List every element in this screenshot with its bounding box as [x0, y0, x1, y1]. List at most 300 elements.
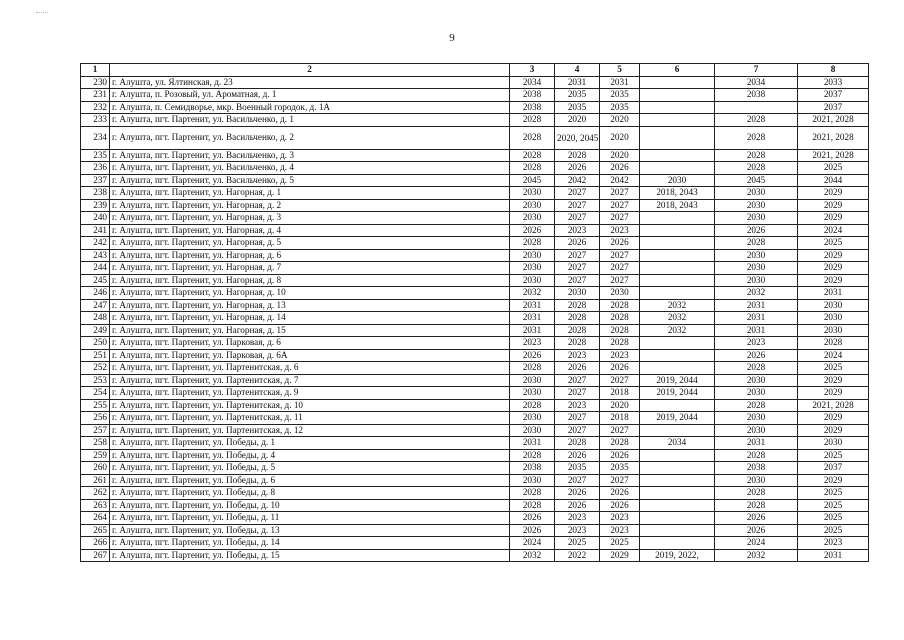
year-cell: 2028 — [600, 324, 640, 337]
row-number: 232 — [81, 101, 110, 114]
year-cell: 2031 — [715, 312, 798, 325]
year-cell: 2026 — [555, 487, 600, 500]
page-number: 9 — [449, 32, 455, 44]
year-cell — [715, 101, 798, 114]
year-cell: 2029 — [798, 274, 869, 287]
row-number: 252 — [81, 362, 110, 375]
year-cell: 2023 — [600, 524, 640, 537]
year-cell: 2027 — [555, 262, 600, 275]
table-row — [81, 149, 869, 162]
year-cell: 2030 — [510, 262, 555, 275]
address-cell: г. Алушта, пгт. Партенит, ул. Партенитская, д. 11 — [110, 412, 510, 425]
year-cell: 2028 — [555, 337, 600, 350]
address-cell: г. Алушта, пгт. Партенит, ул. Нагорная, д. 6 — [110, 249, 510, 262]
year-cell — [640, 274, 715, 287]
address-cell: г. Алушта, пгт. Партенит, ул. Партенитская, д. 7 — [110, 374, 510, 387]
column-header: 3 — [510, 64, 555, 77]
year-cell: 2030 — [798, 324, 869, 337]
table-row — [81, 449, 869, 462]
year-cell: 2028 — [715, 114, 798, 127]
column-header: 7 — [715, 64, 798, 77]
year-cell: 2035 — [555, 101, 600, 114]
year-cell: 2026 — [715, 349, 798, 362]
year-cell: 2031 — [715, 324, 798, 337]
year-cell: 2032 — [640, 312, 715, 325]
table-row — [81, 101, 869, 114]
address-cell: г. Алушта, пгт. Партенит, ул. Победы, д. 6 — [110, 474, 510, 487]
year-cell — [640, 76, 715, 89]
year-cell: 2030 — [510, 412, 555, 425]
year-cell: 2026 — [555, 499, 600, 512]
year-cell: 2032 — [715, 287, 798, 300]
year-cell: 2030 — [510, 474, 555, 487]
year-cell: 2029 — [798, 187, 869, 200]
row-number: 257 — [81, 424, 110, 437]
year-cell: 2029 — [798, 412, 869, 425]
year-cell: 2026 — [600, 487, 640, 500]
table-row — [81, 237, 869, 250]
address-cell: г. Алушта, пгт. Партенит, ул. Победы, д. 4 — [110, 449, 510, 462]
year-cell: 2021, 2028 — [798, 126, 869, 149]
table-row — [81, 424, 869, 437]
year-cell: 2030 — [798, 312, 869, 325]
year-cell: 2028 — [600, 299, 640, 312]
year-cell: 2032 — [640, 324, 715, 337]
year-cell: 2030 — [715, 412, 798, 425]
year-cell — [640, 237, 715, 250]
year-cell: 2028 — [510, 114, 555, 127]
address-cell: г. Алушта, пгт. Партенит, ул. Победы, д. 1 — [110, 437, 510, 450]
year-cell: 2020 — [600, 149, 640, 162]
year-cell: 2025 — [798, 524, 869, 537]
year-cell: 2020 — [600, 126, 640, 149]
year-cell: 2027 — [555, 412, 600, 425]
address-cell: г. Алушта, пгт. Партенит, ул. Партенитская, д. 12 — [110, 424, 510, 437]
address-cell: г. Алушта, пгт. Партенит, ул. Нагорная, д. 3 — [110, 212, 510, 225]
year-cell: 2018, 2043 — [640, 187, 715, 200]
year-cell: 2023 — [555, 349, 600, 362]
year-cell: 2026 — [555, 449, 600, 462]
column-header: 6 — [640, 64, 715, 77]
table-row — [81, 114, 869, 127]
year-cell: 2020 — [600, 114, 640, 127]
year-cell — [640, 362, 715, 375]
year-cell: 2030 — [510, 387, 555, 400]
year-cell — [640, 126, 715, 149]
row-number: 265 — [81, 524, 110, 537]
year-cell: 2020, 2045 — [555, 126, 600, 149]
year-cell: 2023 — [510, 337, 555, 350]
year-cell: 2025 — [798, 162, 869, 175]
row-number: 256 — [81, 412, 110, 425]
year-cell: 2027 — [600, 274, 640, 287]
address-cell: г. Алушта, пгт. Партенит, ул. Нагорная, д. 5 — [110, 237, 510, 250]
year-cell — [640, 537, 715, 550]
year-cell: 2020 — [600, 399, 640, 412]
table-row — [81, 199, 869, 212]
year-cell: 2028 — [600, 437, 640, 450]
year-cell: 2026 — [715, 512, 798, 525]
year-cell: 2027 — [555, 187, 600, 200]
row-number: 236 — [81, 162, 110, 175]
year-cell: 2028 — [555, 324, 600, 337]
year-cell: 2022 — [555, 549, 600, 562]
year-cell: 2028 — [715, 449, 798, 462]
year-cell — [640, 512, 715, 525]
row-number: 239 — [81, 199, 110, 212]
year-cell: 2026 — [555, 362, 600, 375]
year-cell: 2028 — [510, 487, 555, 500]
year-cell: 2027 — [555, 212, 600, 225]
row-number: 235 — [81, 149, 110, 162]
row-number: 249 — [81, 324, 110, 337]
year-cell: 2044 — [798, 174, 869, 187]
year-cell: 2030 — [510, 187, 555, 200]
year-cell — [640, 349, 715, 362]
table-row — [81, 212, 869, 225]
year-cell: 2028 — [715, 237, 798, 250]
year-cell: 2026 — [510, 524, 555, 537]
year-cell: 2030 — [798, 437, 869, 450]
address-cell: г. Алушта, пгт. Партенит, ул. Нагорная, д. 15 — [110, 324, 510, 337]
table-row — [81, 487, 869, 500]
year-cell: 2031 — [510, 324, 555, 337]
year-cell: 2029 — [798, 374, 869, 387]
table-row — [81, 224, 869, 237]
year-cell: 2021, 2028 — [798, 399, 869, 412]
row-number: 231 — [81, 89, 110, 102]
column-header: 1 — [81, 64, 110, 77]
row-number: 264 — [81, 512, 110, 525]
year-cell: 2028 — [715, 149, 798, 162]
year-cell: 2025 — [798, 237, 869, 250]
year-cell: 2027 — [600, 474, 640, 487]
year-cell: 2033 — [798, 76, 869, 89]
year-cell: 2028 — [555, 437, 600, 450]
row-number: 251 — [81, 349, 110, 362]
address-cell: г. Алушта, пгт. Партенит, ул. Парковая, д. 6А — [110, 349, 510, 362]
year-cell: 2024 — [798, 224, 869, 237]
column-header: 2 — [110, 64, 510, 77]
table-row — [81, 299, 869, 312]
table-row — [81, 537, 869, 550]
year-cell: 2028 — [510, 237, 555, 250]
year-cell: 2037 — [798, 89, 869, 102]
row-number: 261 — [81, 474, 110, 487]
address-cell: г. Алушта, пгт. Партенит, ул. Васильченко, д. 5 — [110, 174, 510, 187]
address-cell: г. Алушта, пгт. Партенит, ул. Победы, д. 8 — [110, 487, 510, 500]
year-cell: 2026 — [600, 237, 640, 250]
row-number: 243 — [81, 249, 110, 262]
table-row — [81, 162, 869, 175]
year-cell: 2030 — [715, 424, 798, 437]
year-cell: 2027 — [555, 199, 600, 212]
table-row — [81, 126, 869, 149]
address-cell: г. Алушта, пгт. Партенит, ул. Победы, д. 13 — [110, 524, 510, 537]
year-cell: 2031 — [510, 299, 555, 312]
year-cell: 2027 — [555, 274, 600, 287]
year-cell: 2034 — [640, 437, 715, 450]
year-cell: 2035 — [600, 89, 640, 102]
year-cell: 2031 — [715, 299, 798, 312]
year-cell: 2030 — [510, 274, 555, 287]
table-row — [81, 374, 869, 387]
year-cell: 2045 — [715, 174, 798, 187]
year-cell — [640, 424, 715, 437]
row-number: 244 — [81, 262, 110, 275]
year-cell: 2027 — [600, 199, 640, 212]
table-row — [81, 337, 869, 350]
year-cell: 2026 — [510, 349, 555, 362]
year-cell: 2023 — [555, 224, 600, 237]
address-cell: г. Алушта, пгт. Партенит, ул. Победы, д. 11 — [110, 512, 510, 525]
year-cell: 2026 — [600, 162, 640, 175]
year-cell: 2027 — [555, 387, 600, 400]
table-row — [81, 437, 869, 450]
year-cell: 2025 — [600, 537, 640, 550]
year-cell: 2030 — [715, 212, 798, 225]
year-cell: 2027 — [555, 474, 600, 487]
address-cell: г. Алушта, п. Семидворье, мкр. Военный городок, д. 1А — [110, 101, 510, 114]
year-cell: 2028 — [715, 499, 798, 512]
row-number: 234 — [81, 126, 110, 149]
row-number: 260 — [81, 462, 110, 475]
address-cell: г. Алушта, пгт. Партенит, ул. Васильченко, д. 2 — [110, 126, 510, 149]
year-cell: 2027 — [600, 249, 640, 262]
row-number: 233 — [81, 114, 110, 127]
year-cell: 2026 — [555, 162, 600, 175]
year-cell: 2030 — [715, 274, 798, 287]
row-number: 254 — [81, 387, 110, 400]
row-number: 266 — [81, 537, 110, 550]
year-cell: 2030 — [715, 187, 798, 200]
year-cell — [640, 114, 715, 127]
year-cell: 2026 — [715, 224, 798, 237]
table-row — [81, 324, 869, 337]
year-cell — [640, 89, 715, 102]
year-cell: 2035 — [555, 462, 600, 475]
year-cell: 2038 — [510, 101, 555, 114]
address-cell: г. Алушта, пгт. Партенит, ул. Партенитская, д. 9 — [110, 387, 510, 400]
year-cell: 2026 — [510, 512, 555, 525]
year-cell — [640, 262, 715, 275]
year-cell: 2030 — [715, 262, 798, 275]
year-cell: 2018 — [600, 387, 640, 400]
table-row — [81, 474, 869, 487]
year-cell: 2025 — [798, 362, 869, 375]
year-cell: 2027 — [600, 187, 640, 200]
year-cell: 2018, 2043 — [640, 199, 715, 212]
table-row — [81, 549, 869, 562]
table-body — [81, 76, 869, 562]
address-cell: г. Алушта, пгт. Партенит, ул. Васильченко, д. 4 — [110, 162, 510, 175]
year-cell: 2027 — [600, 212, 640, 225]
address-cell: г. Алушта, пгт. Партенит, ул. Нагорная, д. 10 — [110, 287, 510, 300]
table-row — [81, 412, 869, 425]
row-number: 240 — [81, 212, 110, 225]
row-number: 259 — [81, 449, 110, 462]
year-cell: 2035 — [600, 101, 640, 114]
year-cell: 2031 — [555, 76, 600, 89]
year-cell: 2029 — [798, 199, 869, 212]
table-row — [81, 349, 869, 362]
year-cell: 2019, 2044 — [640, 387, 715, 400]
year-cell — [640, 449, 715, 462]
address-cell: г. Алушта, пгт. Партенит, ул. Нагорная, д. 2 — [110, 199, 510, 212]
year-cell: 2023 — [555, 399, 600, 412]
year-cell: 2028 — [715, 362, 798, 375]
year-cell: 2020 — [555, 114, 600, 127]
table-row — [81, 262, 869, 275]
address-cell: г. Алушта, пгт. Партенит, ул. Нагорная, д. 1 — [110, 187, 510, 200]
address-cell: г. Алушта, пгт. Партенит, ул. Нагорная, д. 8 — [110, 274, 510, 287]
year-cell: 2042 — [555, 174, 600, 187]
table-row — [81, 312, 869, 325]
row-number: 262 — [81, 487, 110, 500]
address-cell: г. Алушта, пгт. Партенит, ул. Победы, д. 15 — [110, 549, 510, 562]
year-cell: 2030 — [510, 212, 555, 225]
year-cell: 2027 — [600, 262, 640, 275]
year-cell — [640, 487, 715, 500]
year-cell: 2031 — [510, 312, 555, 325]
year-cell — [640, 474, 715, 487]
row-number: 255 — [81, 399, 110, 412]
table-row — [81, 287, 869, 300]
table-row — [81, 512, 869, 525]
year-cell: 2032 — [640, 299, 715, 312]
year-cell: 2038 — [715, 462, 798, 475]
year-cell: 2028 — [555, 299, 600, 312]
address-cell: г. Алушта, пгт. Партенит, ул. Васильченко, д. 1 — [110, 114, 510, 127]
year-cell: 2028 — [715, 487, 798, 500]
year-cell: 2019, 2022, — [640, 549, 715, 562]
year-cell: 2031 — [600, 76, 640, 89]
year-cell: 2023 — [798, 537, 869, 550]
year-cell: 2023 — [555, 512, 600, 525]
year-cell: 2026 — [555, 237, 600, 250]
year-cell: 2034 — [510, 76, 555, 89]
year-cell — [640, 162, 715, 175]
table-row — [81, 89, 869, 102]
year-cell: 2019, 2044 — [640, 412, 715, 425]
address-cell: г. Алушта, пгт. Партенит, ул. Партенитская, д. 6 — [110, 362, 510, 375]
year-cell: 2028 — [510, 449, 555, 462]
year-cell: 2023 — [600, 224, 640, 237]
year-cell: 2026 — [600, 499, 640, 512]
year-cell: 2028 — [600, 312, 640, 325]
table-row — [81, 187, 869, 200]
year-cell: 2027 — [555, 374, 600, 387]
year-cell: 2028 — [510, 162, 555, 175]
year-cell: 2029 — [798, 474, 869, 487]
year-cell: 2029 — [798, 424, 869, 437]
year-cell — [640, 224, 715, 237]
year-cell: 2029 — [798, 212, 869, 225]
year-cell — [640, 337, 715, 350]
table-row — [81, 174, 869, 187]
address-cell: г. Алушта, пгт. Партенит, ул. Нагорная, д. 13 — [110, 299, 510, 312]
year-cell: 2023 — [715, 337, 798, 350]
year-cell: 2019, 2044 — [640, 374, 715, 387]
row-number: 263 — [81, 499, 110, 512]
table-row — [81, 462, 869, 475]
row-number: 248 — [81, 312, 110, 325]
year-cell: 2028 — [510, 149, 555, 162]
year-cell — [640, 287, 715, 300]
table-row — [81, 399, 869, 412]
address-cell: г. Алушта, пгт. Партенит, ул. Партенитская, д. 10 — [110, 399, 510, 412]
year-cell: 2027 — [555, 249, 600, 262]
year-cell: 2038 — [510, 462, 555, 475]
year-cell: 2028 — [510, 362, 555, 375]
year-cell: 2030 — [555, 287, 600, 300]
year-cell: 2030 — [640, 174, 715, 187]
year-cell: 2031 — [798, 287, 869, 300]
year-cell: 2028 — [715, 399, 798, 412]
address-cell: г. Алушта, пгт. Партенит, ул. Победы, д. 5 — [110, 462, 510, 475]
year-cell: 2030 — [715, 249, 798, 262]
year-cell: 2031 — [798, 549, 869, 562]
year-cell: 2030 — [510, 199, 555, 212]
year-cell — [640, 101, 715, 114]
table-row — [81, 387, 869, 400]
year-cell: 2027 — [600, 424, 640, 437]
year-cell: 2021, 2028 — [798, 149, 869, 162]
row-number: 246 — [81, 287, 110, 300]
year-cell: 2028 — [798, 337, 869, 350]
year-cell: 2025 — [555, 537, 600, 550]
year-cell: 2030 — [510, 374, 555, 387]
year-cell — [640, 249, 715, 262]
address-cell: г. Алушта, пгт. Партенит, ул. Победы, д. 10 — [110, 499, 510, 512]
address-cell: г. Алушта, пгт. Партенит, ул. Парковая, д. 6 — [110, 337, 510, 350]
year-cell: 2027 — [555, 424, 600, 437]
year-cell: 2029 — [798, 262, 869, 275]
year-cell: 2030 — [715, 387, 798, 400]
address-cell: г. Алушта, пгт. Партенит, ул. Победы, д. 14 — [110, 537, 510, 550]
row-number: 253 — [81, 374, 110, 387]
year-cell: 2042 — [600, 174, 640, 187]
year-cell: 2021, 2028 — [798, 114, 869, 127]
year-cell — [640, 212, 715, 225]
table-row — [81, 274, 869, 287]
year-cell: 2028 — [600, 337, 640, 350]
year-cell: 2028 — [510, 399, 555, 412]
column-header: 5 — [600, 64, 640, 77]
year-cell: 2029 — [600, 549, 640, 562]
year-cell: 2028 — [715, 126, 798, 149]
year-cell: 2026 — [600, 362, 640, 375]
year-cell: 2024 — [798, 349, 869, 362]
address-cell: г. Алушта, п. Розовый, ул. Ароматная, д. 1 — [110, 89, 510, 102]
year-cell: 2030 — [600, 287, 640, 300]
row-number: 242 — [81, 237, 110, 250]
year-cell: 2045 — [510, 174, 555, 187]
year-cell — [640, 149, 715, 162]
year-cell: 2028 — [555, 149, 600, 162]
year-cell: 2026 — [510, 224, 555, 237]
address-cell: г. Алушта, пгт. Партенит, ул. Васильченко, д. 3 — [110, 149, 510, 162]
year-cell: 2030 — [715, 199, 798, 212]
column-header: 8 — [798, 64, 869, 77]
table-row — [81, 76, 869, 89]
table-row — [81, 362, 869, 375]
year-cell: 2025 — [798, 512, 869, 525]
table-row — [81, 524, 869, 537]
row-number: 258 — [81, 437, 110, 450]
row-number: 267 — [81, 549, 110, 562]
year-cell: 2026 — [600, 449, 640, 462]
